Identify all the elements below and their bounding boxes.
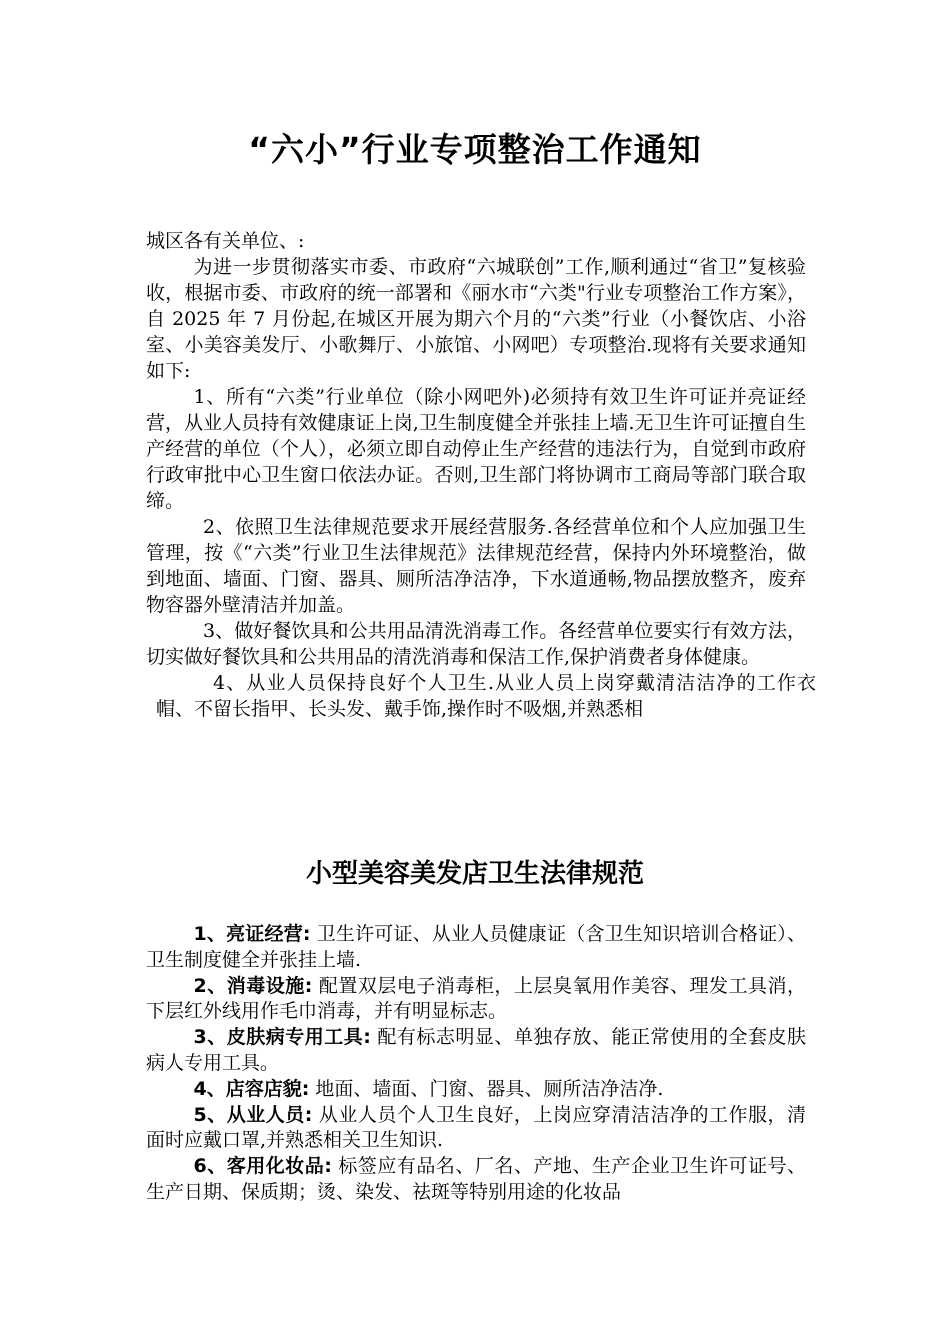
regulation-item-text: 配置双层电子消毒柜，上层臭氧用作美容、理发工具消，下层红外线用作毛巾消毒，并有明显标志。 <box>146 974 806 1023</box>
regulation-item-label: 5、从业人员: <box>193 1103 313 1126</box>
notice-salutation: 城区各有关单位、: <box>146 230 305 252</box>
notice-item-2: 2、依照卫生法律规范要求开展经营服务.各经营单位和个人应加强卫生管理，按《“六类”行业卫生法律规范》法律规范经营，保持内外环境整治，做到地面、墙面、门窗、器具、厕所洁净洁净，下水道通畅,物品摆放整齐，废弃物容器外壁清洁并加盖。 <box>146 516 806 616</box>
regulation-item-label: 4、店容店貌: <box>193 1077 310 1100</box>
notice-intro: 为进一步贯彻落实市委、市政府“六城联创”工作,顺利通过“省卫”复核验收，根据市委、市政府的统一部署和《丽水市“六类"行业专项整治工作方案》，自 2025 年 7 月份起,在城区开展为期六个月的“六类”行业（小餐饮店、小浴室、小美容美发厅、小歌舞厅、小旅馆、小网吧）专项整治.现将有关要求通知如下: <box>146 256 806 382</box>
regulation-body <box>146 922 806 1206</box>
regulation-item-2 <box>146 974 806 1026</box>
regulation-item-3 <box>146 1025 806 1077</box>
notice-title: “六小”行业专项整治工作通知 <box>248 130 702 169</box>
regulation-item-text: 卫生许可证、从业人员健康证（含卫生知识培训合格证）、卫生制度健全并张挂上墙. <box>146 923 806 971</box>
regulation-item-label: 3、皮肤病专用工具: <box>193 1026 371 1049</box>
notice-item-4: 4、从业人员保持良好个人卫生.从业人员上岗穿戴清洁洁净的工作衣帽、不留长指甲、长头发、戴手饰,操作时不吸烟,并熟悉相 <box>156 672 816 720</box>
notice-item-1: 1、所有“六类”行业单位（除小网吧外)必须持有效卫生许可证并亮证经营，从业人员持有效健康证上岗,卫生制度健全并张挂上墙.无卫生许可证擅自生产经营的单位（个人），必须立即自动停止生产经营的违法行为，自觉到市政府行政审批中心卫生窗口依法办证。否则,卫生部门将协调市工商局等部门联合取缔。 <box>146 386 806 512</box>
notice-item-3: 3、做好餐饮具和公共用品清洗消毒工作。各经营单位要实行有效方法，切实做好餐饮具和公共用品的清洗消毒和保洁工作,保护消费者身体健康。 <box>146 620 806 668</box>
notice-body <box>146 228 816 722</box>
regulation-item-label: 2、消毒设施: <box>193 974 313 997</box>
regulation-item-5 <box>146 1103 806 1155</box>
regulation-item-label: 6、客用化妆品: <box>193 1155 332 1178</box>
regulation-item-text: 配有标志明显、单独存放、能正常使用的全套皮肤病人专用工具。 <box>146 1026 806 1074</box>
regulation-item-text: 地面、墙面、门窗、器具、厕所洁净洁净. <box>309 1077 664 1100</box>
regulation-item-6 <box>146 1154 806 1206</box>
regulation-item-text: 标签应有品名、厂名、产地、生产企业卫生许可证号、生产日期、保质期；烫、染发、祛斑等特别用途的化妆品 <box>146 1155 806 1203</box>
regulation-title: 小型美容美发店卫生法律规范 <box>305 859 644 889</box>
regulation-item-text: 从业人员个人卫生良好，上岗应穿清洁洁净的工作服，清面时应戴口罩,并熟悉相关卫生知识. <box>146 1103 806 1152</box>
regulation-item-label: 1、亮证经营: <box>193 923 311 945</box>
regulation-item-1 <box>146 922 806 974</box>
regulation-item-4 <box>146 1077 806 1103</box>
